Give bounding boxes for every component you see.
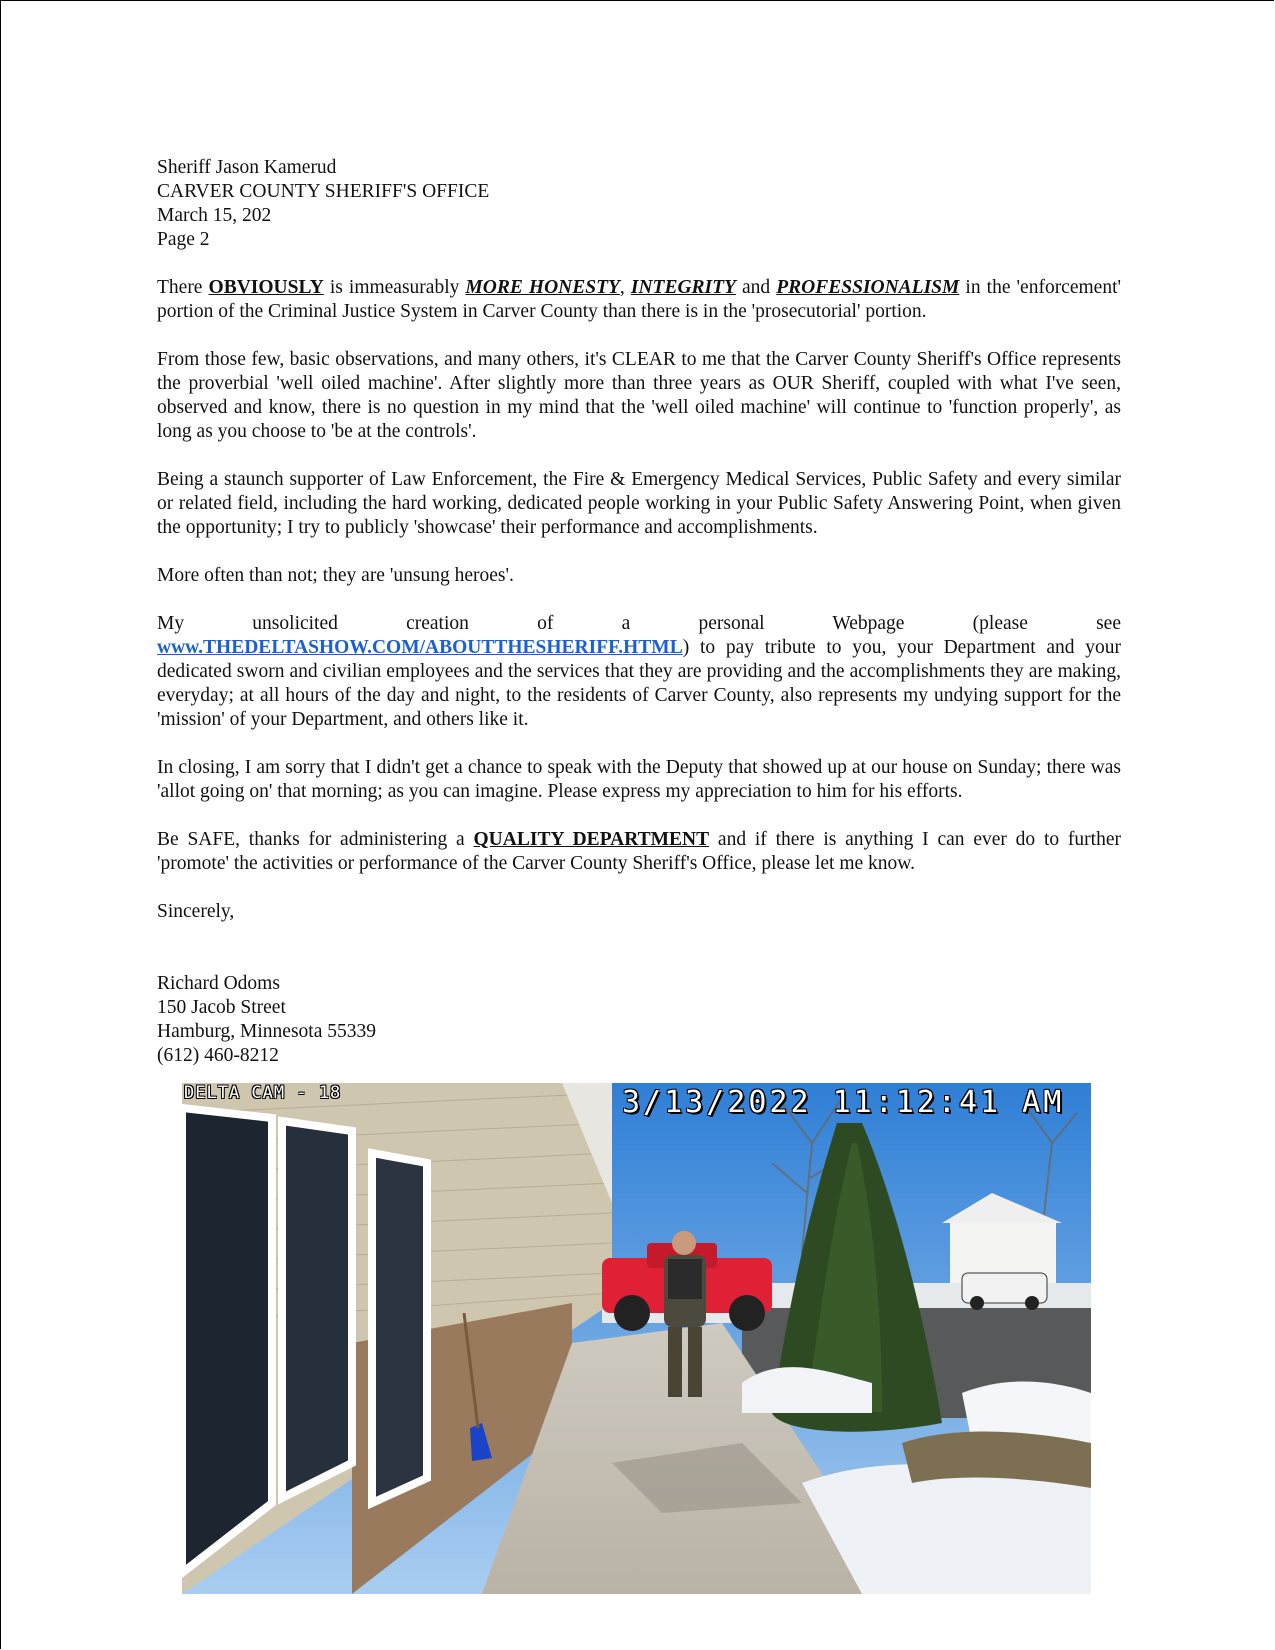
para1-text-d: and <box>735 277 777 298</box>
para1-text-b: is immeasurably <box>323 277 466 298</box>
camera-scene-illustration <box>182 1083 1091 1594</box>
security-camera-photo <box>182 1083 1091 1594</box>
paragraph-6: In closing, I am sorry that I didn't get a chance to speak with the Deputy that showed up at our house on Sunday; there was 'allot going on' that morning; as you can imagine. Please express my appreciation to him for his efforts. <box>157 757 1121 802</box>
para1-text-a: There <box>157 277 209 298</box>
sender-phone: (612) 460-8212 <box>157 1045 279 1066</box>
page-number: Page 2 <box>157 229 210 250</box>
paragraph-1 <box>157 276 1121 324</box>
emphasis-quality-department: QUALITY DEPARTMENT <box>473 829 710 850</box>
emphasis-integrity: INTEGRITY <box>630 277 736 298</box>
para5-text-b: ) to pay tribute to you, your Department and your dedicated sworn and civilian employees and the services that they are providing and the accomplishments they are making, everyday; at all hours of the day and night, to the residents of Carver County, also represents my undying support for the 'mission' of your Department, and others like it. <box>157 637 1121 730</box>
para5-text-a: My unsolicited creation of a personal Webpage (please see <box>157 613 1121 634</box>
camera-label: DELTA CAM - 18 <box>184 1083 342 1103</box>
emphasis-professionalism: PROFESSIONALISM <box>776 277 960 298</box>
webpage-link[interactable]: www.THEDELTASHOW.COM/ABOUTTHESHERIFF.HTML <box>157 637 683 658</box>
camera-timestamp: 3/13/2022 11:12:41 AM <box>622 1085 1065 1120</box>
para7-text-b: and if there is anything I can ever do to further 'promote' the activities or performance of the Carver County Sheriff's Office, please let me know. <box>157 829 1121 874</box>
emphasis-obviously: OBVIOUSLY <box>208 277 324 298</box>
para1-text-e: in the 'enforcement' portion of the Criminal Justice System in Carver County than there is in the 'prosecutorial' portion. <box>157 277 1121 322</box>
signature-block <box>157 972 1121 1068</box>
paragraph-4: More often than not; they are 'unsung heroes'. <box>157 565 514 586</box>
para7-text-a: Be SAFE, thanks for administering a <box>157 829 474 850</box>
sender-name: Richard Odoms <box>157 973 280 994</box>
sender-city: Hamburg, Minnesota 55339 <box>157 1021 376 1042</box>
paragraph-7 <box>157 828 1121 876</box>
paragraph-2: From those few, basic observations, and many others, it's CLEAR to me that the Carver County Sheriff's Office represents the proverbial 'well oiled machine'. After slightly more than three years as OUR Sheriff, coupled with what I've seen, observed and know, there is no question in my mind that the 'well oiled machine' will continue to 'function properly', as long as you choose to 'be at the controls'. <box>157 349 1121 442</box>
emphasis-honesty: MORE HONESTY <box>465 277 620 298</box>
sender-street: 150 Jacob Street <box>157 997 286 1018</box>
recipient-office: CARVER COUNTY SHERIFF'S OFFICE <box>157 181 490 202</box>
para1-text-c: , <box>619 277 631 298</box>
closing: Sincerely, <box>157 901 235 922</box>
paragraph-3: Being a staunch supporter of Law Enforcement, the Fire & Emergency Medical Services, Public Safety and every similar or related field, including the hard working, dedicated people working in your Public Safety Answering Point, when given the opportunity; I try to publicly 'showcase' their performance and accomplishments. <box>157 469 1121 538</box>
letter-body <box>157 156 1121 1068</box>
letter-header <box>157 156 1121 252</box>
recipient-name: Sheriff Jason Kamerud <box>157 157 337 178</box>
letter-date: March 15, 202 <box>157 205 272 226</box>
paragraph-5 <box>157 612 1121 732</box>
